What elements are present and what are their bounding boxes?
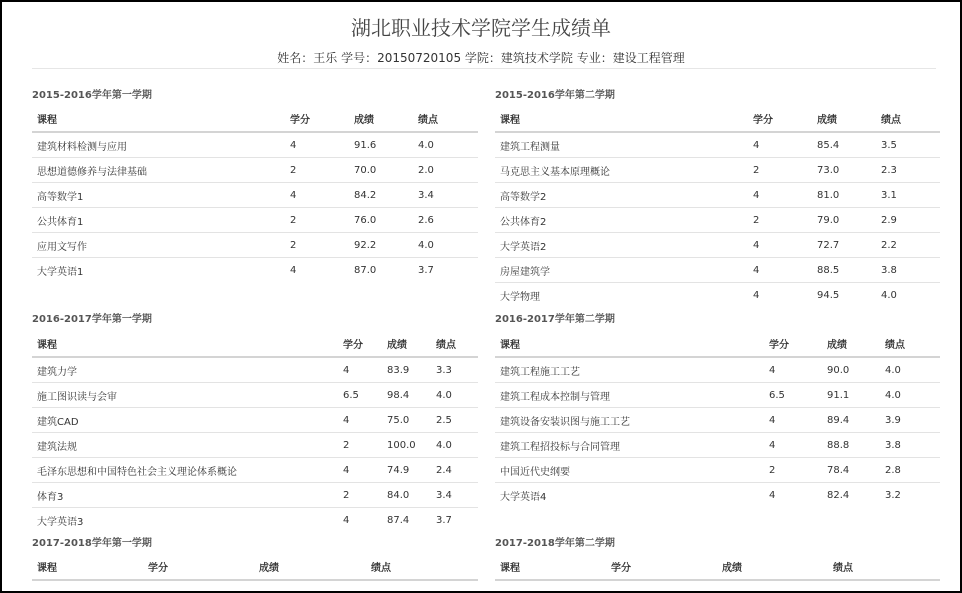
course-cell: 体育3 xyxy=(32,483,338,508)
table-row xyxy=(495,233,940,258)
course-cell: 建筑设备安装识图与施工工艺 xyxy=(495,408,764,433)
credit-cell: 6.5 xyxy=(338,383,382,408)
credit-cell: 2 xyxy=(748,158,812,183)
table-row xyxy=(32,132,478,158)
table-row xyxy=(32,158,478,183)
score-cell: 87.4 xyxy=(382,508,431,533)
column-header-gpa: 绩点 xyxy=(366,554,478,580)
course-cell: 高等数学1 xyxy=(32,183,285,208)
semester-title: 2015-2016学年第一学期 xyxy=(32,90,152,101)
score-cell: 83.9 xyxy=(387,364,410,376)
score-cell: 89.4 xyxy=(822,408,880,433)
course-cell: 大学英语1 xyxy=(32,258,285,283)
gpa-cell: 4.0 xyxy=(431,433,478,458)
grades-table xyxy=(495,331,940,507)
grades-table xyxy=(32,554,478,581)
score-cell: 88.5 xyxy=(812,258,876,283)
credit-cell: 4 xyxy=(338,508,382,533)
course-cell: 建筑力学 xyxy=(37,366,77,378)
table-header-row xyxy=(32,106,478,132)
column-header-course: 课程 xyxy=(32,106,285,132)
semester-title: 2017-2018学年第一学期 xyxy=(32,538,152,549)
score-cell: 85.4 xyxy=(817,139,840,151)
gpa-cell: 2.3 xyxy=(876,158,940,183)
gpa-cell: 3.1 xyxy=(876,183,940,208)
score-cell: 92.2 xyxy=(349,233,413,258)
table-row xyxy=(32,233,478,258)
column-header-credit: 学分 xyxy=(285,106,349,132)
course-cell: 中国近代史纲要 xyxy=(495,458,764,483)
gpa-cell: 4.0 xyxy=(413,233,478,258)
credit-cell: 2 xyxy=(764,458,822,483)
gpa-cell: 3.3 xyxy=(436,364,452,376)
column-header-credit: 学分 xyxy=(338,331,382,357)
table-row xyxy=(32,383,478,408)
course-cell: 大学英语2 xyxy=(495,233,748,258)
credit-cell: 4 xyxy=(748,258,812,283)
gpa-cell: 4.0 xyxy=(880,383,940,408)
semester-title: 2017-2018学年第二学期 xyxy=(495,538,615,549)
table-row xyxy=(32,508,478,533)
column-header-score: 成绩 xyxy=(812,106,876,132)
column-header-course: 课程 xyxy=(32,331,338,357)
credit-cell: 6.5 xyxy=(764,383,822,408)
gpa-cell: 2.0 xyxy=(413,158,478,183)
gpa-cell: 2.6 xyxy=(413,208,478,233)
column-header-course: 课程 xyxy=(495,106,748,132)
column-header-gpa: 绩点 xyxy=(413,106,478,132)
score-cell: 81.0 xyxy=(812,183,876,208)
credit-cell: 2 xyxy=(338,433,382,458)
semester-title: 2015-2016学年第二学期 xyxy=(495,90,615,101)
column-header-score: 成绩 xyxy=(349,106,413,132)
credit-cell: 4 xyxy=(753,139,760,151)
gpa-cell: 2.9 xyxy=(876,208,940,233)
table-header-row xyxy=(495,106,940,132)
credit-cell: 2 xyxy=(285,233,349,258)
gpa-cell: 2.2 xyxy=(876,233,940,258)
score-cell: 72.7 xyxy=(812,233,876,258)
column-header-course: 课程 xyxy=(495,554,606,580)
score-cell: 75.0 xyxy=(382,408,431,433)
credit-cell: 4 xyxy=(748,233,812,258)
gpa-cell: 3.5 xyxy=(881,139,897,151)
table-row xyxy=(32,208,478,233)
gpa-cell: 4.0 xyxy=(431,383,478,408)
course-cell: 高等数学2 xyxy=(495,183,748,208)
table-row xyxy=(495,408,940,433)
course-cell: 建筑工程测量 xyxy=(500,141,560,153)
gpa-cell: 2.4 xyxy=(431,458,478,483)
course-cell: 大学物理 xyxy=(495,283,748,308)
grades-table xyxy=(495,554,940,581)
table-row xyxy=(495,208,940,233)
grades-table xyxy=(32,106,478,282)
course-cell: 建筑材料检测与应用 xyxy=(37,141,127,153)
score-cell: 73.0 xyxy=(812,158,876,183)
score-cell: 91.6 xyxy=(354,139,377,151)
table-row xyxy=(32,433,478,458)
credit-cell: 4 xyxy=(338,458,382,483)
gpa-cell: 4.0 xyxy=(876,283,940,308)
gpa-cell: 4.0 xyxy=(418,139,434,151)
student-info: 姓名：王乐 学号：20150720105 学院：建筑技术学院 专业：建设工程管理 xyxy=(277,51,685,65)
semester-title: 2016-2017学年第一学期 xyxy=(32,314,152,325)
column-header-course: 课程 xyxy=(495,331,764,357)
gpa-cell: 2.8 xyxy=(880,458,940,483)
table-row xyxy=(495,283,940,308)
table-row xyxy=(495,433,940,458)
course-cell: 施工图识读与会审 xyxy=(32,383,338,408)
table-row xyxy=(32,258,478,283)
gpa-cell: 3.7 xyxy=(413,258,478,283)
table-header-row xyxy=(495,554,940,580)
table-row xyxy=(495,383,940,408)
table-row xyxy=(495,458,940,483)
column-header-gpa: 绩点 xyxy=(880,331,940,357)
column-header-credit: 学分 xyxy=(764,331,822,357)
column-header-course: 课程 xyxy=(32,554,143,580)
credit-cell: 4 xyxy=(290,139,297,151)
course-cell: 思想道德修养与法律基础 xyxy=(32,158,285,183)
gpa-cell: 2.5 xyxy=(431,408,478,433)
credit-cell: 2 xyxy=(285,208,349,233)
table-row xyxy=(495,357,940,383)
column-header-score: 成绩 xyxy=(822,331,880,357)
gpa-cell: 3.2 xyxy=(880,483,940,508)
course-cell: 毛泽东思想和中国特色社会主义理论体系概论 xyxy=(32,458,338,483)
gpa-cell: 3.4 xyxy=(413,183,478,208)
table-header-row xyxy=(32,554,478,580)
credit-cell: 4 xyxy=(769,364,776,376)
grades-table xyxy=(495,106,940,307)
score-cell: 91.1 xyxy=(822,383,880,408)
score-cell: 74.9 xyxy=(382,458,431,483)
credit-cell: 4 xyxy=(343,364,350,376)
credit-cell: 4 xyxy=(338,408,382,433)
gpa-cell: 3.4 xyxy=(431,483,478,508)
credit-cell: 4 xyxy=(764,408,822,433)
credit-cell: 4 xyxy=(764,483,822,508)
course-cell: 大学英语3 xyxy=(32,508,338,533)
page-title: 湖北职业技术学院学生成绩单 xyxy=(351,16,611,40)
score-cell: 79.0 xyxy=(812,208,876,233)
course-cell: 建筑工程施工工艺 xyxy=(500,366,580,378)
table-row xyxy=(495,483,940,508)
score-cell: 76.0 xyxy=(349,208,413,233)
course-cell: 马克思主义基本原理概论 xyxy=(495,158,748,183)
grades-table xyxy=(32,331,478,532)
course-cell: 建筑工程成本控制与管理 xyxy=(495,383,764,408)
score-cell: 90.0 xyxy=(827,364,850,376)
score-cell: 84.0 xyxy=(382,483,431,508)
table-row xyxy=(32,483,478,508)
gpa-cell: 3.8 xyxy=(876,258,940,283)
table-row xyxy=(495,158,940,183)
gpa-cell: 3.7 xyxy=(431,508,478,533)
table-header-row xyxy=(32,331,478,357)
column-header-score: 成绩 xyxy=(382,331,431,357)
table-row xyxy=(495,183,940,208)
column-header-score: 成绩 xyxy=(717,554,828,580)
course-cell: 建筑工程招投标与合同管理 xyxy=(495,433,764,458)
credit-cell: 2 xyxy=(748,208,812,233)
score-cell: 88.8 xyxy=(822,433,880,458)
course-cell: 公共体育1 xyxy=(32,208,285,233)
gpa-cell: 4.0 xyxy=(885,364,901,376)
score-cell: 70.0 xyxy=(349,158,413,183)
table-row xyxy=(495,132,940,158)
table-row xyxy=(32,183,478,208)
score-cell: 82.4 xyxy=(822,483,880,508)
semester-title: 2016-2017学年第二学期 xyxy=(495,314,615,325)
course-cell: 建筑法规 xyxy=(32,433,338,458)
score-cell: 94.5 xyxy=(812,283,876,308)
course-cell: 建筑CAD xyxy=(32,408,338,433)
score-cell: 84.2 xyxy=(349,183,413,208)
column-header-gpa: 绩点 xyxy=(876,106,940,132)
credit-cell: 4 xyxy=(285,183,349,208)
credit-cell: 4 xyxy=(285,258,349,283)
gpa-cell: 3.8 xyxy=(880,433,940,458)
table-row xyxy=(32,458,478,483)
credit-cell: 2 xyxy=(285,158,349,183)
table-header-row xyxy=(495,331,940,357)
score-cell: 100.0 xyxy=(382,433,431,458)
table-row xyxy=(495,258,940,283)
column-header-score: 成绩 xyxy=(254,554,366,580)
score-cell: 98.4 xyxy=(382,383,431,408)
score-cell: 87.0 xyxy=(349,258,413,283)
column-header-credit: 学分 xyxy=(143,554,254,580)
credit-cell: 4 xyxy=(748,183,812,208)
course-cell: 大学英语4 xyxy=(495,483,764,508)
score-cell: 78.4 xyxy=(822,458,880,483)
column-header-gpa: 绩点 xyxy=(431,331,478,357)
credit-cell: 4 xyxy=(764,433,822,458)
course-cell: 公共体育2 xyxy=(495,208,748,233)
course-cell: 房屋建筑学 xyxy=(495,258,748,283)
column-header-gpa: 绩点 xyxy=(828,554,940,580)
course-cell: 应用文写作 xyxy=(32,233,285,258)
table-row xyxy=(32,408,478,433)
credit-cell: 2 xyxy=(338,483,382,508)
column-header-credit: 学分 xyxy=(606,554,717,580)
gpa-cell: 3.9 xyxy=(880,408,940,433)
column-header-credit: 学分 xyxy=(748,106,812,132)
credit-cell: 4 xyxy=(748,283,812,308)
table-row xyxy=(32,357,478,383)
header-divider xyxy=(32,68,936,69)
